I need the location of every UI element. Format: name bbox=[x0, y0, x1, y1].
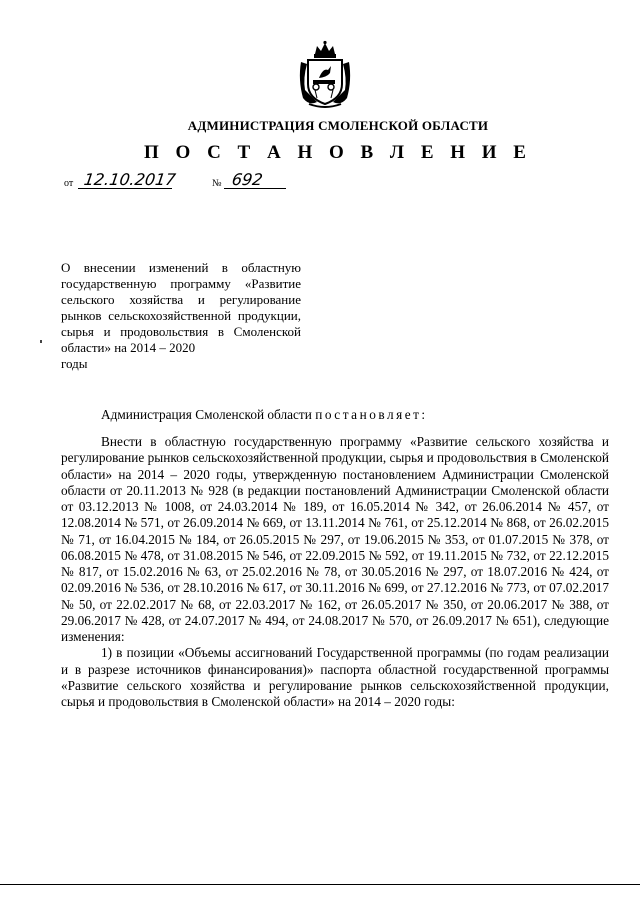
date-label: от bbox=[64, 178, 74, 189]
body-paragraph: Внести в областную государственную программу «Развитие сельского хозяйства и регулирование рынков сельскохозяйственной продукции, сырья и продовольствия в Смоленской области» на 2014 – 2020 годы, утвержденную постановлением Администрации Смоленской области от 20.11.2013 № 928 (в редакции постановлений Администрации Смоленской области от 03.12.2013 № 1008, от 24.03.2014 № 189, от 16.05.2014 № 342, от 26.06.2014 № 457, от 12.08.2014 № 571, от 26.09.2014 № 669, от 13.11.2014 № 761, от 25.12.2014 № 868, от 26.02.2015 № 71, от 16.04.2015 № 184, от 26.05.2015 № 297, от 19.06.2015 № 353, от 01.07.2015 № 378, от 06.08.2015 № 478, от 31.08.2015 № 546, от 22.09.2015 № 592, от 19.11.2015 № 732, от 22.12.2015 № 817, от 15.02.2016 № 63, от 25.02.2016 № 78, от 30.05.2016 № 297, от 18.07.2016 № 424, от 02.09.2016 № 536, от 28.10.2016 № 617, от 30.11.2016 № 699, от 27.12.2016 № 773, от 07.02.2017 № 50, от 22.02.2017 № 68, от 22.03.2017 № 162, от 26.05.2017 № 350, от 20.06.2017 № 388, от 29.06.2017 № 428, от 24.07.2017 № 494, от 24.08.2017 № 570, от 26.09.2017 № 651), следующие изменения: bbox=[61, 434, 609, 644]
coat-of-arms-icon bbox=[295, 40, 355, 110]
number-value: 692 bbox=[230, 170, 264, 189]
page-bottom-rule bbox=[0, 884, 640, 885]
preamble bbox=[101, 407, 428, 423]
issuing-authority: АДМИНИСТРАЦИЯ СМОЛЕНСКОЙ ОБЛАСТИ bbox=[187, 118, 489, 133]
document-type-title: П О С Т А Н О В Л Е Н И Е bbox=[144, 142, 532, 163]
subject-text: О внесении изменений в областную государственную программу «Развитие сельского хозяйства и регулирование рынков сельскохозяйственной продукции, сырья и продовольствия в Смоленской области» на 2014 – 2020 bbox=[61, 260, 301, 355]
registration-line bbox=[64, 170, 284, 195]
date-value: 12.10.2017 bbox=[82, 170, 177, 189]
number-label: № bbox=[212, 178, 222, 189]
preamble-verb: постановляет: bbox=[315, 407, 428, 422]
subject-last-line: годы bbox=[61, 356, 88, 371]
amendment-item-1: 1) в позиции «Объемы ассигнований Государственной программы (по годам реализации и в разрезе источников финансирования)» паспорта областной государственной программы «Развитие сельского хозяйства и регулирование рынков сельскохозяйственной продукции, сырья и продовольствия в Смоленской области» на 2014 – 2020 годы: bbox=[61, 645, 609, 709]
margin-mark bbox=[40, 340, 42, 343]
subject-heading bbox=[61, 260, 301, 372]
document-body bbox=[61, 434, 609, 710]
preamble-actor: Администрация Смоленской области bbox=[101, 407, 312, 422]
